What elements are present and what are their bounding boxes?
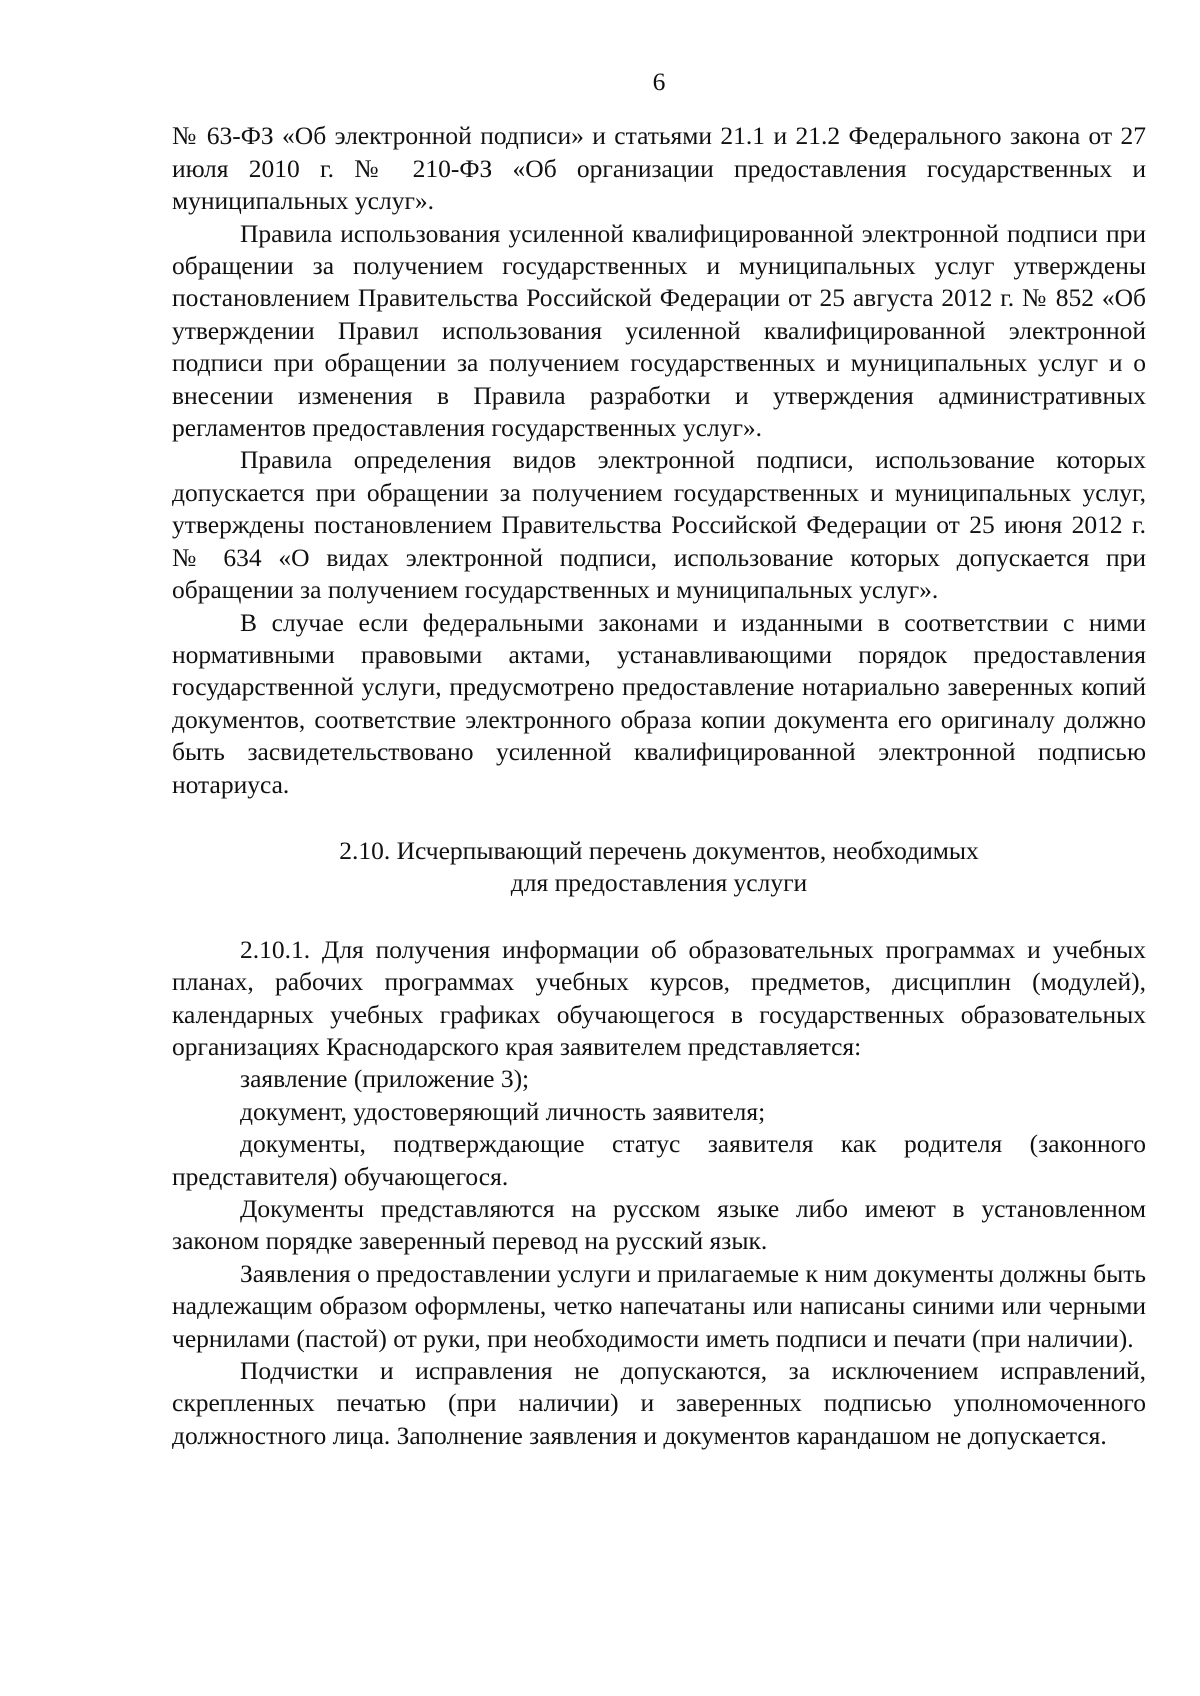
paragraph: Документы представляются на русском языке либо имеют в установленном законом порядке заверенный перевод на русский язык.	[172, 1194, 1146, 1256]
page-number: 6	[652, 67, 666, 96]
list-item: документ, удостоверяющий личность заявителя;	[240, 1096, 766, 1126]
paragraph: Правила определения видов электронной подписи, использование которых допускается при обращении за получением государственных и муниципальных услуг, утверждены постановлением Правительства Российской Федерации от 25 июня 2012 г. № 634 «О видах электронной подписи, использование которых допускается при обращении за получением государственных и муниципальных услуг».	[172, 445, 1146, 605]
paragraph: В случае если федеральными законами и изданными в соответствии с ними нормативными правовыми актами, устанавливающими порядок предоставления государственной услуги, предусмотрено предоставление нотариально заверенных копий документов, соответствие электронного образа копии документа его оригиналу должно быть засвидетельствовано усиленной квалифицированной электронной подписью нотариуса.	[172, 607, 1146, 799]
paragraph: Подчистки и исправления не допускаются, за исключением исправлений, скрепленных печатью (при наличии) и заверенных подписью уполномоченного должностного лица. Заполнение заявления и документов карандашом не допускается.	[172, 1356, 1146, 1450]
paragraph: Правила использования усиленной квалифицированной электронной подписи при обращении за получением государственных и муниципальных услуг утверждены постановлением Правительства Российской Федерации от 25 августа 2012 г. № 852 «Об утверждении Правил использования усиленной квалифицированной электронной подписи при обращении за получением государственных и муниципальных услуг и о внесении изменения в Правила разработки и утверждения административных регламентов предоставления государственных услуг».	[172, 218, 1146, 443]
list-item: документы, подтверждающие статус заявителя как родителя (законного представителя) обучающегося.	[172, 1129, 1146, 1191]
document-page	[172, 66, 1146, 1452]
section-heading	[172, 835, 1146, 900]
section-heading-line: для предоставления услуги	[510, 868, 808, 898]
section-heading-line: 2.10. Исчерпывающий перечень документов, необходимых	[339, 835, 979, 865]
list-item: заявление (приложение 3);	[240, 1064, 530, 1094]
paragraph: Заявления о предоставлении услуги и прилагаемые к ним документы должны быть надлежащим образом оформлены, четко напечатаны или написаны синими или черными чернилами (пастой) от руки, при необходимости иметь подписи и печати (при наличии).	[172, 1258, 1146, 1353]
paragraph: 2.10.1. Для получения информации об образовательных программах и учебных планах, рабочих программах учебных курсов, предметов, дисциплин (модулей), календарных учебных графиках обучающегося в государственных образовательных организациях Краснодарского края заявителем представляется:	[172, 934, 1146, 1061]
paragraph: № 63-ФЗ «Об электронной подписи» и статьями 21.1 и 21.2 Федерального закона от 27 июля 2010 г. № 210-ФЗ «Об организации предоставления государственных и муниципальных услуг».	[172, 121, 1146, 216]
